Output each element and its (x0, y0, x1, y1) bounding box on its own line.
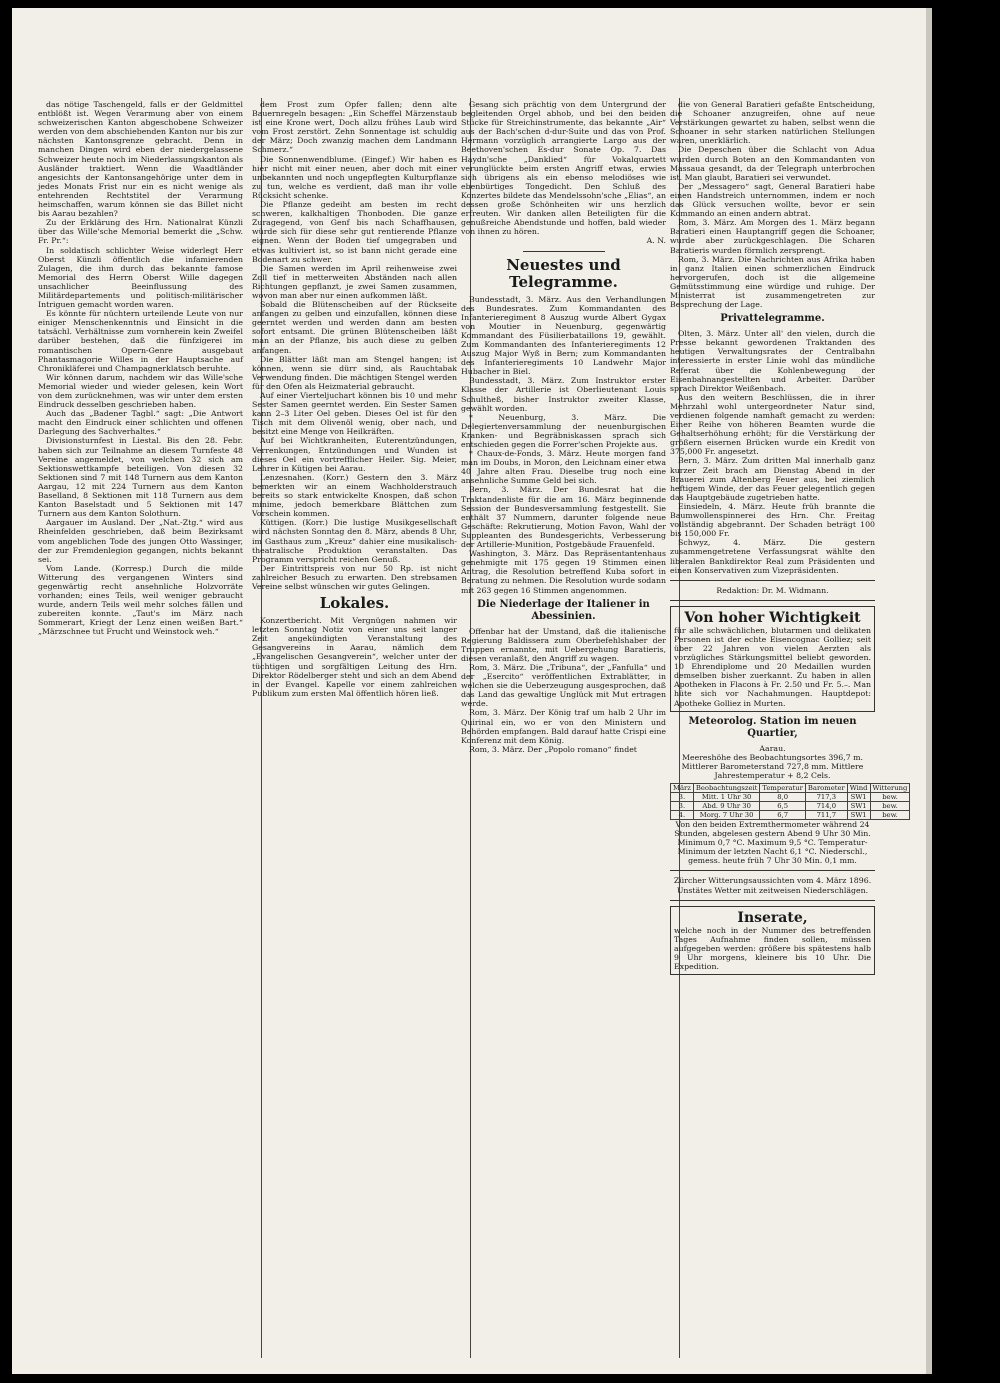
table-header: Barometer (805, 784, 847, 793)
section-heading-lokales: Lokales. (319, 594, 390, 613)
paragraph: Konzertbericht. Mit Vergnügen nahmen wir letzten Sonntag Notiz von einer uns seit langer Zeit angekündigten Veranstaltung des Gesangvereins in Aarau, nämlich dem „Evangelischen Gesangverein“, welcher unter der tüchtigen und sorgfältigen Leitung des Hrn. Direktor Rödelberger steht und sich an dem Abend in der Evangel. Kapelle vor einem zahlreichen Publikum zum ersten Mal öffentlich hören ließ. (252, 616, 457, 698)
table-row (671, 793, 910, 802)
paragraph: Rom, 3. März. Die „Tribuna“, der „Fanfulla“ und der „Esercito“ veröffentlichen Extrablätter, in welchen sie die Ueberzeugung ausgesprochen, daß das Land das gewaltige Unglück mit Mut ertragen werde. (461, 662, 666, 709)
paragraph: Schwyz, 4. März. Die gestern zusammengetretene Verfassungsrat wählte den liberalen Bankdirektor Real zum Präsidenten und einen Konservativen zum Vizepräsidenten. (670, 538, 875, 575)
paragraph: Vom Lande. (Korresp.) Durch die milde Witterung des vergangenen Winters sind gegenwärtig recht ansehnliche Holzvorräte vorhanden; eines Teils, weil weniger gebraucht wurde, andern Teils weil mehr solches fällen und zubereiten konnte. „Taut's im März nach Sommerart, Kriegt der Lenz einen weißen Bart.“ „Märzschnee tut Frucht und Weinstock weh.“ (38, 563, 243, 637)
paragraph: Auch das „Badener Tagbl.“ sagt: „Die Antwort macht den Eindruck einer schlichten und offenen Darlegung des Sachverhaltes.“ (38, 409, 243, 437)
weather-table (670, 783, 910, 820)
column-2 (252, 100, 457, 1355)
table-cell: bew. (870, 793, 910, 802)
paragraph: Die Depeschen über die Schlacht von Adua wurden durch Boten an den Kommandanten von Massaua gesandt, da der Telegraph unterbrochen ist. Man glaubt, Baratieri sei verwundet. (670, 145, 875, 182)
table-cell: 3. (671, 793, 694, 802)
column-4 (670, 100, 908, 1355)
paragraph: Der „Messagero“ sagt, General Baratieri habe einen Handstreich unternommen, indem er noch das Glück versuchen wollte, bevor er sein Kommando an einen andern abtrat. (670, 181, 875, 219)
table-header: Witterung (870, 784, 910, 793)
advertisement-inserate (670, 906, 875, 975)
separator-rule (523, 251, 605, 252)
paragraph: Die Pflanze gedeiht am besten im recht schweren, kalkhaltigen Thonboden. Die ganze Zuragegend, von Genf bis nach Schaffhausen, würde sich für diese sehr gut rentierende Pflanze eignen. Wenn der Boden tief umgegraben und etwas kultiviert ist, so ist bann nicht gerade eine Bodenart zu schwer. (252, 200, 457, 264)
table-cell: SW1 (847, 802, 870, 811)
paragraph: Lenzesnahen. (Korr.) Gestern den 3. März bemerkten wir an einem Wachholderstrauch bereits so stark entwickelte Knospen, daß schon minime, jedoch bemerkbare Blättchen zum Vorschein kommen. (252, 472, 457, 519)
table-cell: 711,7 (805, 811, 847, 820)
paragraph: Es könnte für nüchtern urteilende Leute von nur einiger Menschenkenntnis und Einsicht in die tatsächl. Verhältnisse zum vornherein kein Zweifel darüber bestehen, daß die fünfzigerei im romantischen Opern-Genre ausgebaut Phantasmagorie Willes in der Hauptsache auf Chronikläferei und Champagnerklatsch beruhte. (38, 309, 243, 373)
weather-station-heading: Meteorolog. Station im neuen Quartier, (688, 715, 857, 739)
paragraph: Aargauer im Ausland. Der „Nat.-Ztg.“ wird aus Rheinfelden geschrieben, daß beim Bezirksamt vom angeblichen Tode des jungen Otto Wassinger, der zur Fremdenlegion gegangen, nichts bekannt sei. (38, 518, 243, 564)
paragraph: Bundesstadt, 3. März. Zum Instruktor erster Klasse der Artillerie ist Oberlieutenant Louis Schultheß, bisher Instruktor zweiter Klasse, gewählt worden. (461, 376, 666, 413)
ad-title: Von hoher Wichtigkeit (684, 609, 861, 626)
paragraph: Olten, 3. März. Unter all' den vielen, durch die Presse bekannt gewordenen Traktanden des heutigen Verwaltungsrates der Centralbahn interessierte in erster Linie wohl das mündliche Referat über die Kohlenbewegung der Eisenbahnangestellten und Arbeiter. Darüber sprach Direktor Weißenbach. (670, 329, 875, 393)
table-row (671, 802, 910, 811)
table-cell: Mitt. 1 Uhr 30 (693, 793, 760, 802)
table-cell: 3. (671, 802, 694, 811)
paragraph: dem Frost zum Opfer fallen; denn alte Bauernregeln besagen: „Ein Scheffel Märzenstaub ist eine Krone wert, Doch allzu frühes Laub wird vom Frost zerstört. Zehn Sonnentage ist schuldig der März; Doch zwanzig machen dem Landmann Schmerz.“ (252, 100, 457, 155)
paragraph: Bern, 3. März. Zum dritten Mal innerhalb ganz kurzer Zeit brach am Dienstag Abend in der Brauerei zum Altenberg Feuer aus, bei ziemlich heftigem Winde, der das Feuer gelegentlich gegen das Hauptgebäude zugetrieben hatte. (670, 456, 875, 502)
paragraph: Rom, 3. März. Der König traf um halb 2 Uhr im Quirinal ein, wo er von den Ministern und Behörden empfangen. Bald darauf hatte Crispi eine Konferenz mit dem König. (461, 708, 666, 745)
paragraph: Einsiedeln, 4. März. Heute früh brannte die Baumwollenspinnerei des Hrn. Chr. Freitag vollständig abgebrannt. Der Schaden beträgt 100 bis 150,000 Fr. (670, 501, 875, 539)
table-cell: Morg. 7 Uhr 30 (693, 811, 760, 820)
newspaper-sheet (12, 8, 932, 1374)
paragraph: Bern, 3. März. Der Bundesrat hat die Traktandenliste für die am 16. März beginnende Session der Bundesversammlung festgestellt. Sie enthält 37 Nummern, darunter folgende neue Geschäfte: Rekrutierung, Motion Favon, Wahl der Suppleanten des Bundesgerichts, Verbesserung der Artillerie-Munition, Postgebäude Frauenfeld. (461, 485, 666, 550)
table-cell: 717,3 (805, 793, 847, 802)
separator-rule (670, 900, 875, 901)
zurich-forecast: Zürcher Witterungsaussichten vom 4. März 1896. Unstätes Wetter mit zeitweisen Niederschlägen. (673, 876, 872, 895)
table-cell: SW1 (847, 811, 870, 820)
column-3 (461, 100, 666, 1355)
signature: A. N. (646, 236, 666, 246)
paragraph: Gesang sich prächtig von dem Untergrund der begleitenden Orgel abhob, und bei den beiden Stücke für Streichinstrumente, das bekannte „Air“ aus der Bach'schen d-dur-Suite und das von Prof. Hermann vorzüglich arrangierte Largo aus der Beethoven'schen Es-dur Sonate Op. 7. Das Haydn'sche „Danklied“ für Vokalquartett verunglückte beim ersten Angriff etwas, erwies sich übrigens als ein ebenso melodiöses wie ebenbürtiges Tongedicht. Den Schluß des Konzertes bildete das Mendelssohn'sche „Elias“, an dessen große Schönheiten wir uns herzlich erfreuten. Wir danken allen Beteiligten für die genußreiche Abendstunde und hoffen, bald wieder von ihnen zu hören. (461, 100, 666, 237)
table-header: Temperatur (760, 784, 806, 793)
paragraph: Washington, 3. März. Das Repräsentantenhaus genehmigte mit 175 gegen 19 Stimmen einen Antrag, die Resolution betreffend Kuba sofort in Beratung zu nehmen. Die Resolution wurde sodann mit 263 gegen 16 Stimmen angenommen. (461, 549, 666, 595)
paragraph: Rom, 3. März. Die Nachrichten aus Afrika haben in ganz Italien einen schmerzlichen Eindruck hervorgerufen, doch ist die allgemeine Gemütsstimmung eine würdige und ruhige. Der Ministerrat ist zusammengetreten zur Besprechung der Lage. (670, 254, 875, 310)
paragraph: Zu der Erklärung des Hrn. Nationalrat Künzli über das Wille'sche Memorial bemerkt die „Schw. Fr. Pr.“: (38, 218, 243, 246)
table-cell: 8,0 (760, 793, 806, 802)
paragraph: Bundesstadt, 3. März. Aus den Verhandlungen des Bundesrates. Zum Kommandanten des Infanterieregiment 8 Auszug wurde Albert Gygax von Moutier in Neuenburg, gegenwärtig Kommandant des Füsilierbataillons 19, gewählt. Zum Kommandanten des Infanterieregiments 12 Auszug Major Wyß in Bern; zum Kommandanten des Infanterieregiments 10 Landwehr Major Hubacher in Biel. (461, 294, 666, 377)
section-heading-neuestes: Neuestes und Telegramme. (506, 255, 621, 291)
table-cell: SW1 (847, 793, 870, 802)
paragraph: In soldatisch schlichter Weise widerlegt Herr Oberst Künzli öffentlich die infamierenden Zulagen, die ihm durch das bekannte famose Memorial des Herrn Oberst Wille dagegen unsachlicher Beeinflussung des Militärdepartements und politisch-militärischer Intriguen gemacht worden waren. (38, 245, 243, 310)
paragraph: Die Sonnenwendblume. (Eingef.) Wir haben es hier nicht mit einer neuen, aber doch mit einer unbekannten und noch ungepflegten Kulturpflanze zu tun, welche es verdient, daß man ihr volle Rücksicht schenke. (252, 154, 457, 200)
paragraph: Auf einer Vierteljuchart können bis 10 und mehr Sester Samen geerntet werden. Ein Sester Samen kann 2–3 Liter Oel geben. Dieses Oel ist für den Tisch mit dem Olivenöl wenig, ober nach, und besitzt eine Menge von Heilkräften. (252, 391, 457, 437)
table-cell: bew. (870, 802, 910, 811)
table-cell: 6,7 (760, 811, 806, 820)
table-row (671, 811, 910, 820)
separator-rule (670, 600, 875, 601)
paragraph: Die Blätter läßt man am Stengel hangen; ist können, wenn sie dürr sind, als Rauchtabak Verwendung finden. Die mächtigen Stengel werden für den Ofen als Heizmaterial gebraucht. (252, 354, 457, 391)
table-header: Beobachtungszeit (693, 784, 760, 793)
weather-location: Aarau. (759, 743, 786, 753)
section-heading-privattelegramme: Privattelegramme. (720, 313, 825, 325)
advertisement-gollie (670, 606, 875, 712)
weather-notes: Von den beiden Extremthermometer während 24 Stunden, abgelesen gestern Abend 9 Uhr 30 Min. Minimum 0,7 °C. Maximum 9,5 °C. Temperatur-Minimum der letzten Nacht 6,1 °C. Niederschl., gemess. heute früh 7 Uhr 30 Min. 0,1 mm. (674, 820, 871, 866)
paragraph: * Neuenburg, 3. März. Die Delegiertenversammlung der neuenburgischen Kranken- und Begräbniskassen sprach sich entschieden gegen die Forrer'schen Projekte aus. (461, 412, 666, 449)
paragraph: Offenbar hat der Umstand, daß die italienische Regierung Baldissera zum Oberbefehlshaber der Truppen ernannte, mit Uebergehung Baratieris, diesen veranlaßt, den Angriff zu wagen. (461, 626, 666, 663)
paragraph: Rom, 3. März. Der „Popolo romano“ findet (469, 744, 637, 754)
column-1 (38, 100, 243, 1355)
paragraph: Divisionsturnfest in Liestal. Bis den 28. Febr. haben sich zur Teilnahme an diesem Turnfeste 48 Vereine angemeldet, von welchen 32 sich am Sektionswettkampfe beteiligen. Von diesen 32 Sektionen sind 7 mit 148 Turnern aus dem Kanton Aargau, 12 mit 224 Turnern aus dem Kanton Baselland, 8 Sektionen mit 118 Turnern aus dem Kanton Baselstadt und 5 Sektionen mit 147 Turnern aus dem Kanton Solothurn. (38, 436, 243, 519)
paragraph: das nötige Taschengeld, falls er der Geldmittel entblößt ist. Wegen Verarmung aber von einem schweizerischen Kanton abgeschobene Schweizer werden von dem abschiebenden Kanton nur bis zur nächsten Kantonsgrenze gebracht. Denn in manchen Dingen wird eben der niedergelassene Schweizer heute noch im Niederlassungskanton als Ausländer traktiert. Wenn die Waadtländer angesichts der Kantonsangehörige unter dem in jedes Monats Frist nur ein es nicht wenige als entehrenden Rechtstitel der Verarmung heimschaffen, warum können sie das Billet nicht bis Aarau bezahlen? (38, 100, 243, 219)
paragraph: die von General Baratieri gefaßte Entscheidung, die Schoaner anzugreifen, ohne auf neue Verstärkungen gewartet zu haben, selbst wenn die Schoaner in sehr starken natürlichen Stellungen waren, unerklärlich. (670, 100, 875, 146)
paragraph: Aus den weitern Beschlüssen, die in ihrer Mehrzahl wohl untergeordneter Natur sind, verdienen folgende namhaft gemacht zu werden: Einer Reihe von höheren Beamten wurde die Gehaltserhöhung erhöht; für die Verstärkung der größern eisernen Brücken wurde ein Kredit von 375,000 Fr. angesetzt. (670, 392, 875, 457)
table-cell: 6,5 (760, 802, 806, 811)
paragraph: Küttigen. (Korr.) Die lustige Musikgesellschaft wird nächsten Sonntag den 8. März, abends 8 Uhr, im Gasthaus zum „Kreuz“ dahier eine musikalisch-theatralische Produktion veranstalten. Das Programm verspricht reichen Genuß. (252, 518, 457, 564)
paragraph: * Chaux-de-Fonds, 3. März. Heute morgen fand man im Doubs, in Moron, den Leichnam einer etwa 40 Jahre alten Frau. Dieselbe trug noch eine ansehnliche Summe Geld bei sich. (461, 449, 666, 486)
table-row (671, 784, 910, 793)
table-header: März (671, 784, 694, 793)
separator-rule (670, 870, 875, 871)
paragraph: Rom, 3. März. Am Morgen des 1. März begann Baratieri einen Hauptangriff gegen die Schoaner, wurde aber zurückgeschlagen. Die Scharen Baratieris wurden förmlich zersprengt. (670, 218, 875, 255)
table-cell: bew. (870, 811, 910, 820)
table-cell: 714,0 (805, 802, 847, 811)
ad-title: Inserate, (737, 909, 808, 926)
paragraph: Der Eintrittspreis von nur 50 Rp. ist nicht zahlreicher Besuch zu erwarten. Den strebsamen Vereine selbst wünschen wir gutes Gelingen. (252, 563, 457, 591)
paragraph: Wir können darum, nachdem wir das Wille'sche Memorial wieder und wieder gelesen, kein Wort von dem zurücknehmen, was wir unter dem ersten Eindruck desselben geschrieben haben. (38, 372, 243, 410)
separator-rule (670, 580, 875, 581)
section-heading-niederlage: Die Niederlage der Italiener in Abessinien. (477, 598, 650, 622)
ad-text: welche noch in der Nummer des betreffenden Tages Aufnahme finden sollen, müssen aufgegeben werden: größere bis spätestens halb 9 Uhr morgens, kleinere bis 10 Uhr. Die Expedition. (674, 925, 871, 972)
paragraph: Die Samen werden im April reihenweise zwei Zoll tief in metterweiten Abständen nach allen Richtungen gepflanzt, je zwei Samen zusammen, wovon man aber nur einen aufkommen läßt. (252, 263, 457, 300)
weather-meta: Meereshöhe des Beobachtungsortes 396,7 m. Mittlerer Barometerstand 727,8 mm. Mittlere Jahrestemperatur + 8,2 Cels. (681, 752, 864, 780)
paragraph: Auf bei Wichtkranheiten, Euterentzündungen, Verrenkungen, Entzündungen und Wunden ist dieses Oel ein vortrefflicher Heiler. Sig. Meier, Lehrer in Kütigen bei Aarau. (252, 436, 457, 473)
editor-line: Redaktion: Dr. M. Widmann. (716, 585, 829, 595)
table-cell: 4. (671, 811, 694, 820)
table-cell: Abd. 9 Uhr 30 (693, 802, 760, 811)
table-header: Wind (847, 784, 870, 793)
paragraph: Sobald die Blütenscheiben auf der Rückseite anfangen zu gelben und einzufallen, können diese geerntet werden und werden dann am besten sofort entsamt. Die grünen Blütenscheiben läßt man an der Pflanze, bis auch diese zu gelben anfangen. (252, 300, 457, 355)
page-edge-shadow (926, 8, 932, 1374)
ad-text: für alle schwächlichen, blutarmen und delikaten Personen ist der echte Eisencognac Golliez; seit über 22 Jahren von vielen Aerzten als vorzügliches Stärkungsmittel beliebt geworden. 10 Ehrendiplome und 20 Medaillen wurden demselben bisher zuerkannt. Zu haben in allen Apotheken in Flacons à Fr. 2.50 und Fr. 5.–. Man hüte sich vor Nachahmungen. Hauptdepot: Apotheke Golliez in Murten. (674, 625, 871, 708)
